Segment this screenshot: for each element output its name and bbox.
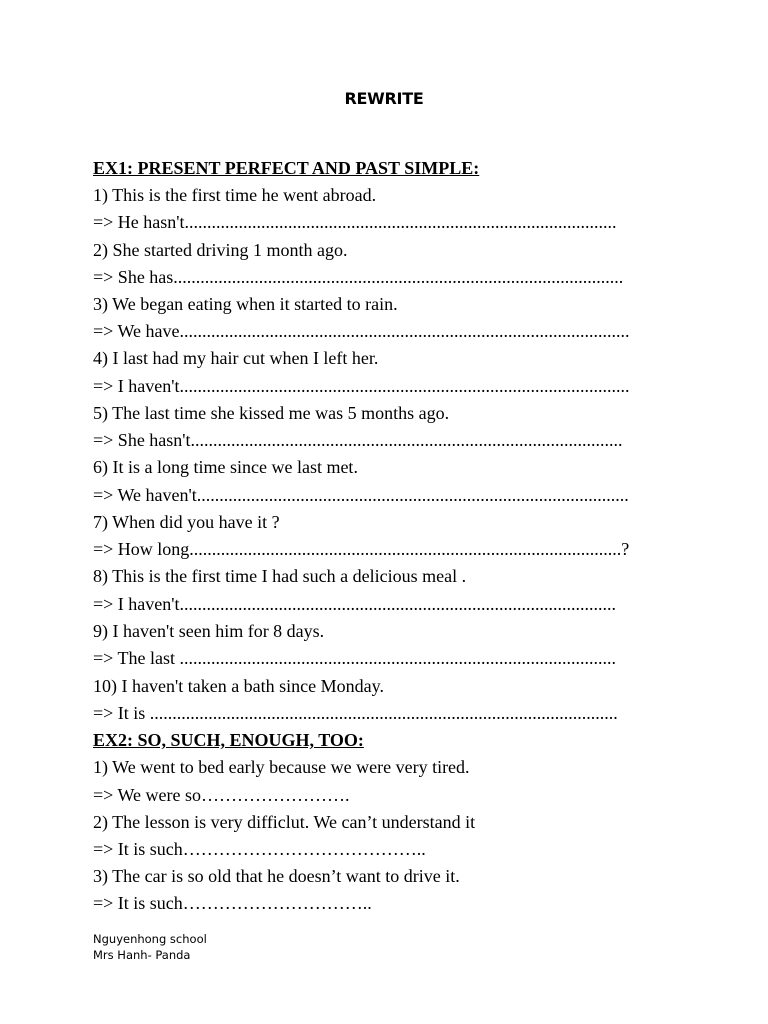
ex1-a9: => The last ................................................................................................. <box>93 648 616 668</box>
ex1-q3: 3) We began eating when it started to rain. <box>93 294 398 314</box>
ex1-q7: 7) When did you have it ? <box>93 512 280 532</box>
footer-school: Nguyenhong school <box>93 932 207 946</box>
ex2-q3: 3) The car is so old that he doesn’t want to drive it. <box>93 866 460 886</box>
page-title: REWRITE <box>344 89 424 108</box>
ex1-q9: 9) I haven't seen him for 8 days. <box>93 621 325 641</box>
ex2-a1: => We were so……………………. <box>93 785 350 805</box>
ex1-a4: => I haven't.................................................................................................... <box>93 376 630 396</box>
ex1-a6: => We haven't................................................................................................ <box>93 485 629 505</box>
ex2-q2: 2) The lesson is very difficlut. We can’t understand it <box>93 812 476 832</box>
ex1-q10: 10) I haven't taken a bath since Monday. <box>93 676 384 696</box>
ex1-heading: EX1: PRESENT PERFECT AND PAST SIMPLE: <box>93 158 480 178</box>
ex2-q1: 1) We went to bed early because we were very tired. <box>93 757 470 777</box>
ex1-q8: 8) This is the first time I had such a delicious meal . <box>93 566 467 586</box>
ex1-a2: => She has.................................................................................................... <box>93 267 624 287</box>
ex1-a8: => I haven't................................................................................................. <box>93 594 617 614</box>
ex1-q6: 6) It is a long time since we last met. <box>93 457 358 477</box>
ex1-a3: => We have.................................................................................................... <box>93 321 630 341</box>
ex2-a3: => It is such………………………….. <box>93 893 372 913</box>
ex1-a7: => How long................................................................................................? <box>93 539 630 559</box>
footer-author: Mrs Hanh- Panda <box>93 948 191 962</box>
ex2-a2: => It is such………………………………….. <box>93 839 426 859</box>
ex1-q1: 1) This is the first time he went abroad. <box>93 185 377 205</box>
ex1-q2: 2) She started driving 1 month ago. <box>93 240 348 260</box>
ex1-q4: 4) I last had my hair cut when I left her. <box>93 348 379 368</box>
ex2-heading: EX2: SO, SUCH, ENOUGH, TOO: <box>93 730 364 750</box>
ex1-a5: => She hasn't................................................................................................ <box>93 430 623 450</box>
ex1-q5: 5) The last time she kissed me was 5 months ago. <box>93 403 450 423</box>
ex1-a10: => It is ........................................................................................................ <box>93 703 618 723</box>
ex1-a1: => He hasn't................................................................................................ <box>93 212 617 232</box>
